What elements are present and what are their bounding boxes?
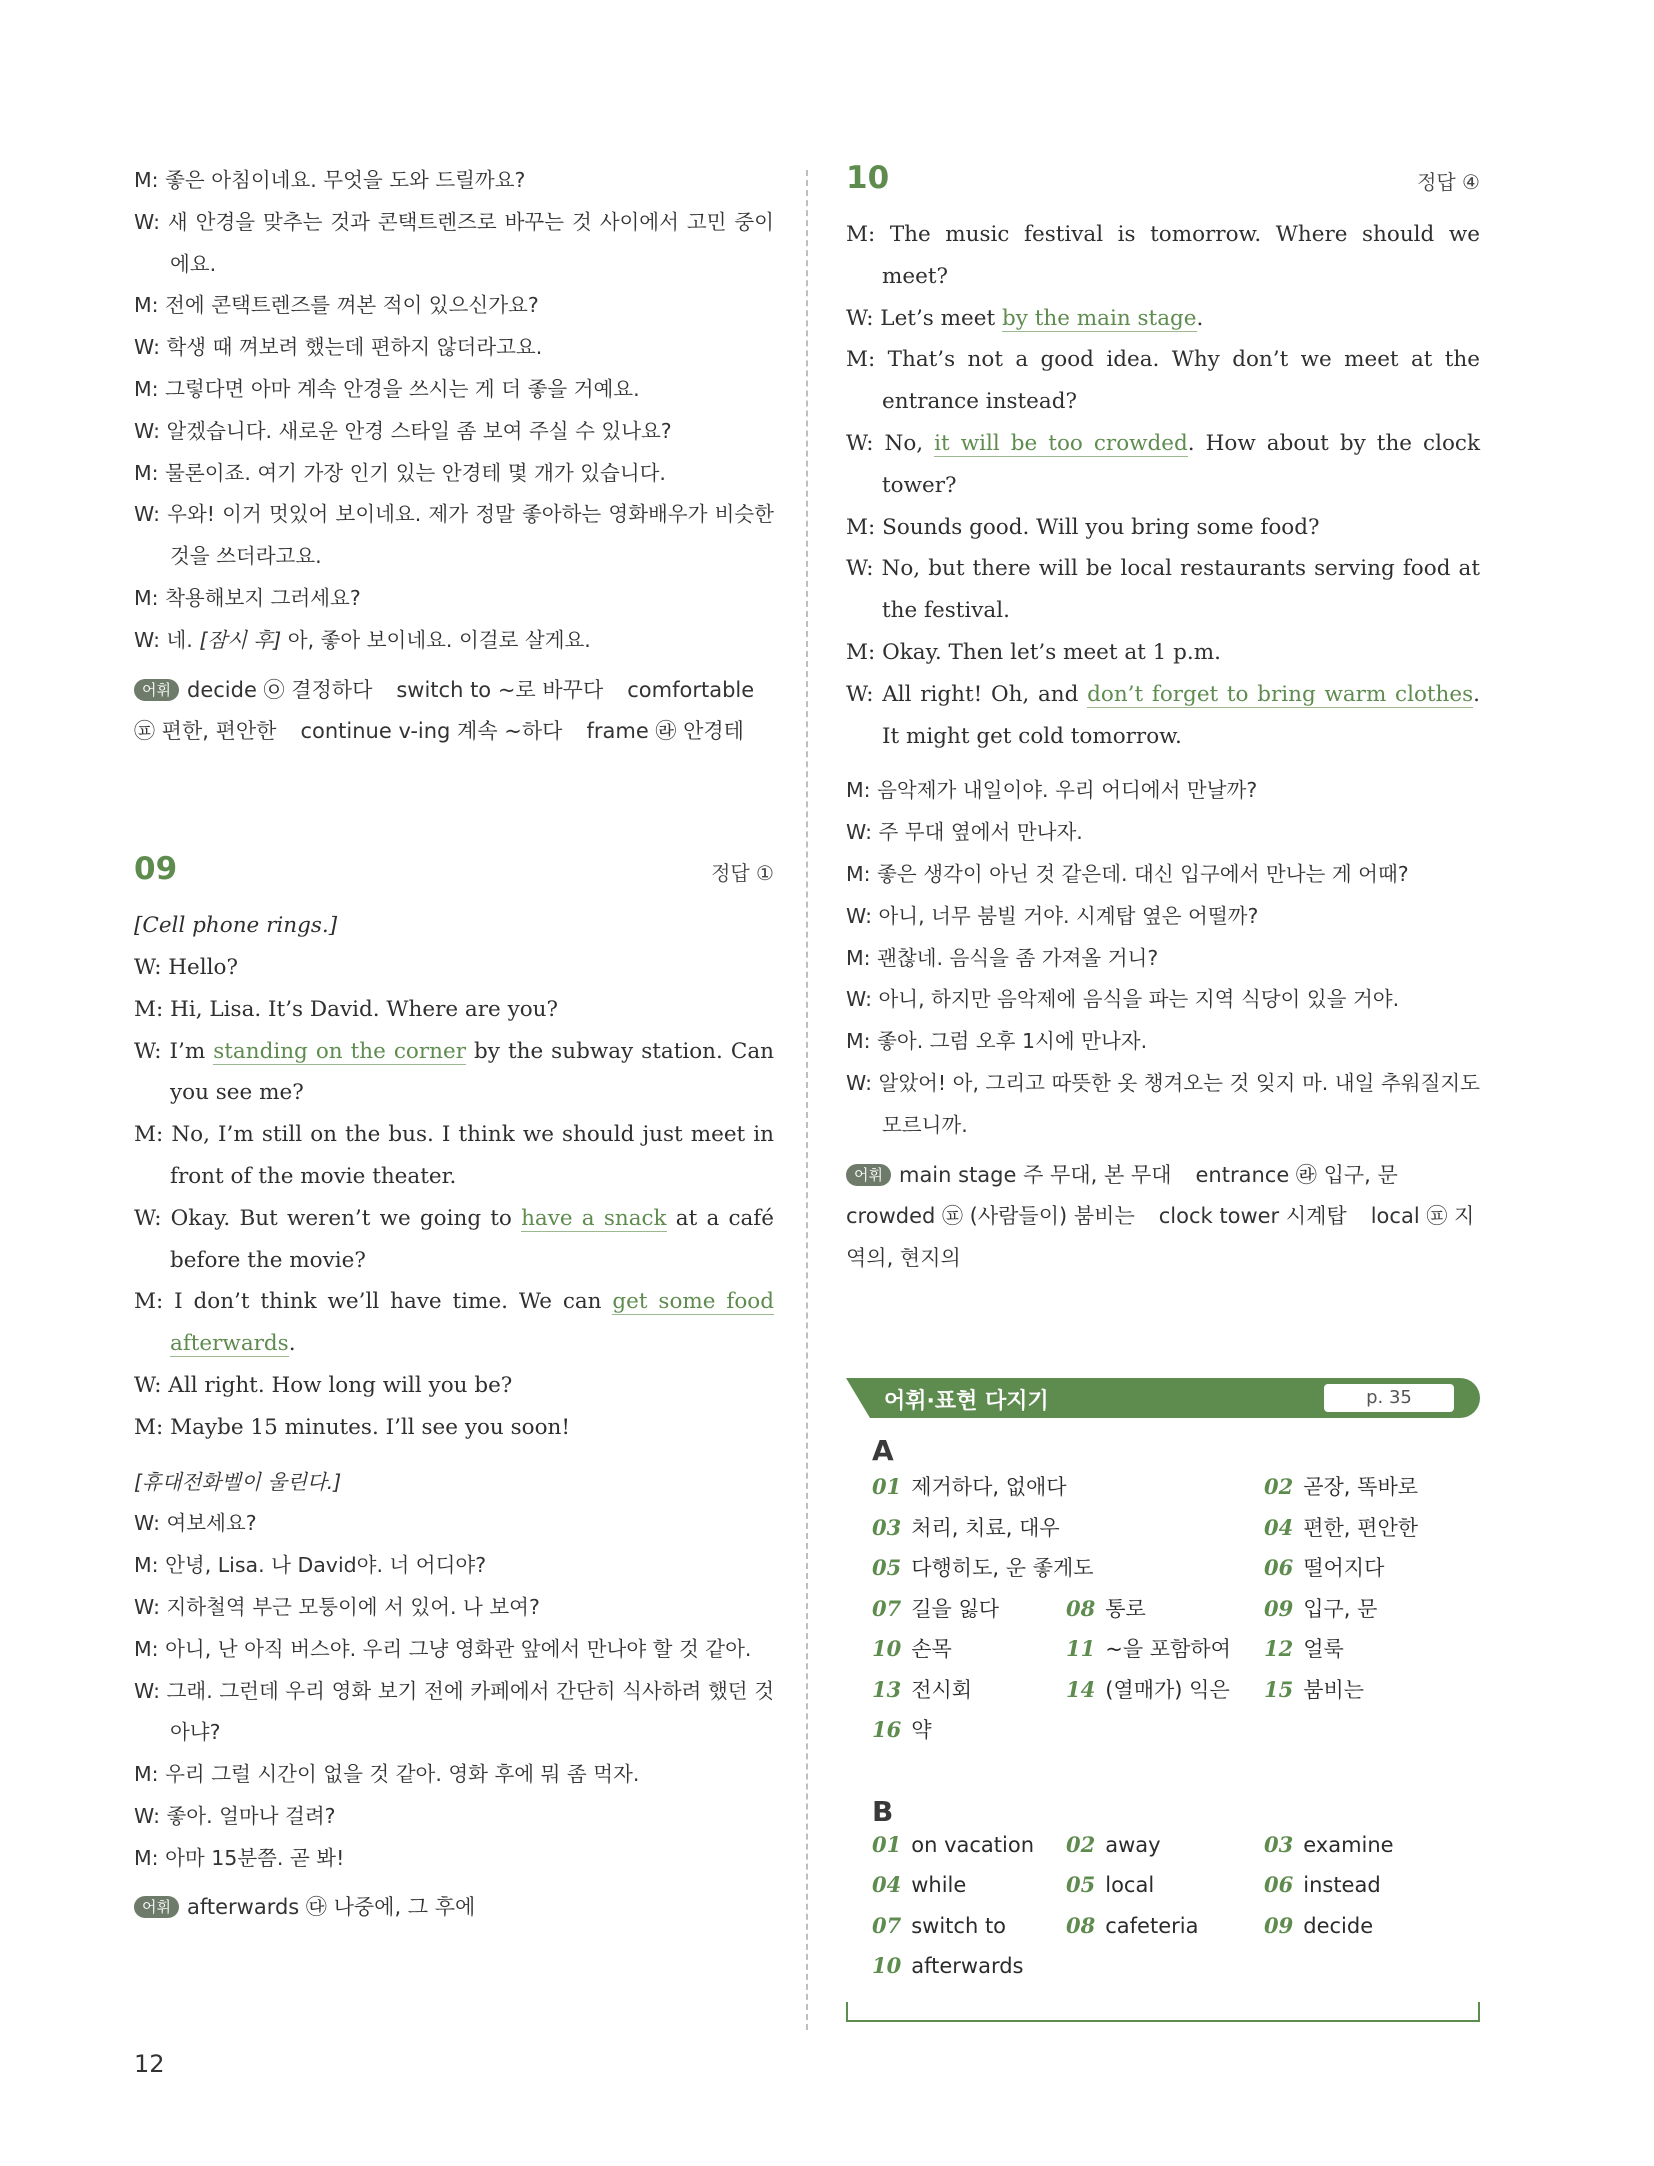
review-item-answer: 약: [911, 1718, 932, 1742]
dialogue-line: W: 아니, 너무 붐빌 거야. 시계탑 옆은 어떨까?: [846, 903, 1259, 928]
review-item-answer: examine: [1303, 1832, 1394, 1857]
q09-vocab: [134, 1887, 774, 1929]
dialogue-line: M: 안녕, Lisa. 나 David야. 너 어디야?: [134, 1553, 487, 1578]
review-grid: [872, 1832, 1480, 1994]
dialogue-line: W: 지하철역 부근 모퉁이에 서 있어. 나 보여?: [134, 1594, 540, 1619]
review-page-ref: p. 35: [1324, 1384, 1454, 1412]
dialogue-line: M: I don’t think we’ll have time. We can get some food afterwards.: [134, 1289, 774, 1357]
review-item: [1264, 1512, 1418, 1542]
review-item-number: 04: [872, 1872, 902, 1897]
review-item-number: 05: [1066, 1872, 1096, 1897]
review-bottom-bracket: [846, 2002, 1480, 2022]
review-section-letter: A: [872, 1434, 894, 1467]
review-item-number: 07: [872, 1595, 902, 1621]
review-item: [1066, 1832, 1161, 1857]
review-item: [1066, 1872, 1154, 1897]
dialogue-line: M: 좋은 아침이네요. 무엇을 도와 드릴까요?: [134, 168, 526, 192]
dialogue-line: W: 좋아. 얼마나 걸려?: [134, 1803, 336, 1828]
section-gap: [134, 1449, 774, 1462]
vocab-item: comfortable ㉬ 편한, 편안한: [134, 677, 755, 744]
review-item-answer: 떨어지다: [1303, 1556, 1385, 1580]
review-item-number: 06: [1264, 1555, 1294, 1580]
review-title: 어휘·표현 다지기: [884, 1389, 1049, 1414]
review-item-answer: decide: [1303, 1913, 1374, 1938]
review-item-answer: away: [1105, 1832, 1161, 1857]
review-item-answer: 제거하다, 없애다: [911, 1475, 1067, 1499]
review-row: [872, 1674, 1480, 1715]
review-item-answer: 길을 잃다: [911, 1596, 1000, 1621]
review-item-answer: 붐비는: [1303, 1677, 1365, 1702]
review-item-number: 06: [1264, 1872, 1294, 1897]
review-row: [872, 1832, 1480, 1873]
review-item-answer: while: [911, 1873, 967, 1897]
review-item-number: 02: [1264, 1474, 1294, 1499]
vocab-item: decide ㉧ 결정하다: [186, 677, 373, 702]
dialogue-line: W: 우와! 이거 멋있어 보이네요. 제가 정말 좋아하는 영화배우가 비슷한 것을 쓰더라고요.: [134, 502, 774, 569]
vocab-item: main stage 주 무대, 본 무대: [898, 1162, 1172, 1187]
review-item-answer: 편한, 편안한: [1303, 1515, 1419, 1540]
dialogue-line: M: No, I’m still on the bus. I think we should just meet in front of the movie theater.: [134, 1122, 774, 1189]
question-number: 10: [846, 160, 890, 196]
review-item: [872, 1714, 932, 1744]
review-item: [872, 1593, 999, 1623]
review-row: [872, 1872, 1480, 1913]
review-row: [872, 1512, 1480, 1553]
review-item: [1264, 1593, 1377, 1623]
review-item-number: 09: [1264, 1595, 1294, 1621]
review-row: [872, 1593, 1480, 1634]
review-item-answer: 곧장, 똑바로: [1303, 1475, 1419, 1499]
dialogue-line: M: Sounds good. Will you bring some food?: [846, 514, 1320, 540]
dialogue-line: W: 여보세요?: [134, 1511, 257, 1536]
dialogue-line: M: Okay. Then let’s meet at 1 p.m.: [846, 639, 1221, 665]
review-row: [872, 1633, 1480, 1674]
review-item: [872, 1872, 966, 1897]
review-row: [872, 1552, 1480, 1593]
review-item: [1264, 1832, 1394, 1857]
vocab-badge: 어휘: [134, 1896, 179, 1918]
dialogue-line: M: 우리 그럴 시간이 없을 것 같아. 영화 후에 뭐 좀 먹자.: [134, 1762, 640, 1787]
review-item: [872, 1953, 1024, 1978]
dialogue-line: M: 좋은 생각이 아닌 것 같은데. 대신 입구에서 만나는 게 어때?: [846, 861, 1409, 886]
dialogue-line: M: 착용해보지 그러세요?: [134, 585, 361, 610]
review-item-number: 08: [1066, 1912, 1096, 1938]
review-item-answer: 얼룩: [1303, 1637, 1344, 1661]
review-item: [872, 1552, 1094, 1582]
dialogue-line: W: Hello?: [134, 954, 239, 980]
review-item-number: 13: [872, 1676, 902, 1702]
dialogue-line: M: Hi, Lisa. It’s David. Where are you?: [134, 996, 559, 1022]
review-item-answer: local: [1105, 1873, 1155, 1897]
dialogue-line: M: 아마 15분쯤. 곧 봐!: [134, 1845, 345, 1870]
review-item-number: 16: [872, 1717, 902, 1742]
q10-dialogue: [846, 214, 1480, 1147]
review-item-number: 02: [1066, 1831, 1096, 1857]
dialogue-line: W: 알았어! 아, 그리고 따뜻한 옷 챙겨오는 것 잊지 마. 내일 추워질지도 모르니까.: [846, 1070, 1480, 1137]
review-header: [870, 1378, 1480, 1418]
vocab-item: entrance ㉱ 입구, 문: [1195, 1162, 1398, 1187]
q10-header: [846, 150, 1480, 206]
review-item-number: 08: [1066, 1595, 1096, 1621]
dialogue-line: W: I’m standing on the corner by the subway station. Can you see me?: [134, 1038, 774, 1106]
dialogue-line: W: 그래. 그런데 우리 영화 보기 전에 카페에서 간단히 식사하려 했던 것 아냐?: [134, 1678, 774, 1745]
review-item: [1264, 1552, 1384, 1582]
review-item-answer: switch to: [911, 1913, 1007, 1938]
review-item-answer: on vacation: [911, 1832, 1035, 1857]
q08-dialogue: [134, 160, 774, 662]
dialogue-line: W: 학생 때 껴보려 했는데 편하지 않더라고요.: [134, 335, 543, 360]
dialogue-line: W: 주 무대 옆에서 만나자.: [846, 820, 1083, 845]
review-item-number: 15: [1264, 1676, 1294, 1702]
review-item-answer: ~을 포함하여: [1105, 1637, 1231, 1661]
dialogue-line: M: That’s not a good idea. Why don’t we meet at the entrance instead?: [846, 347, 1480, 415]
answer-label: 정답 ④: [1417, 170, 1480, 194]
review-item: [1264, 1674, 1364, 1704]
vocab-item: continue v-ing 계속 ~하다: [300, 719, 563, 744]
review-item: [1066, 1913, 1198, 1938]
review-item: [872, 1512, 1060, 1542]
review-item-answer: cafeteria: [1105, 1913, 1199, 1938]
dialogue-line: W: 네. [잠시 후] 아, 좋아 보이네요. 이걸로 살게요.: [134, 627, 591, 652]
q09-dialogue: [134, 905, 774, 1879]
vocab-item: switch to ~로 바꾸다: [396, 677, 604, 702]
right-column: [846, 150, 1480, 1280]
review-item: [1264, 1633, 1344, 1663]
review-sections: [846, 1434, 1480, 1994]
review-item-answer: 전시회: [911, 1677, 973, 1702]
dialogue-line: M: 좋아. 그럼 오후 1시에 만나자.: [846, 1029, 1148, 1054]
page-number: 12: [134, 2050, 165, 2078]
review-row: [872, 1471, 1480, 1512]
vocab-review-box: [846, 1378, 1480, 2022]
review-section-letter: B: [872, 1794, 894, 1828]
review-item-answer: 처리, 치료, 대우: [911, 1515, 1060, 1540]
vocab-badge: 어휘: [846, 1164, 891, 1186]
dialogue-line: M: Maybe 15 minutes. I’ll see you soon!: [134, 1414, 571, 1440]
vocab-item: afterwards ㉰ 나중에, 그 후에: [186, 1895, 476, 1920]
review-item: [1066, 1593, 1146, 1623]
review-item-number: 07: [872, 1912, 902, 1938]
dialogue-line: W: No, but there will be local restaurants serving food at the festival.: [846, 556, 1480, 624]
review-item-number: 14: [1066, 1676, 1096, 1702]
left-column: [134, 160, 774, 1929]
review-row: [872, 1714, 1480, 1755]
review-item-number: 12: [1264, 1636, 1294, 1661]
review-item-number: 10: [872, 1636, 902, 1661]
dialogue-line: M: 음악제가 내일이야. 우리 어디에서 만날까?: [846, 778, 1258, 803]
dialogue-line: W: 아니, 하지만 음악제에 음식을 파는 지역 식당이 있을 거야.: [846, 987, 1400, 1012]
review-item: [872, 1471, 1067, 1501]
section-gap: [846, 1755, 1480, 1779]
vocab-item: crowded ㉬ (사람들이) 붐비는: [846, 1204, 1135, 1229]
dialogue-line: M: 그렇다면 아마 계속 안경을 쓰시는 게 더 좋을 거예요.: [134, 376, 640, 401]
review-grid: [872, 1471, 1480, 1755]
dialogue-line: W: No, it will be too crowded. How about by the clock tower?: [846, 430, 1480, 498]
dialogue-line: M: The music festival is tomorrow. Where should we meet?: [846, 222, 1480, 289]
dialogue-line: W: Let’s meet by the main stage.: [846, 305, 1204, 331]
review-item: [1066, 1633, 1231, 1663]
question-number: 09: [134, 851, 178, 888]
review-item-number: 10: [872, 1953, 902, 1978]
review-item-number: 01: [872, 1831, 902, 1857]
review-item: [1264, 1872, 1381, 1897]
dialogue-line: W: All right! Oh, and don’t forget to bring warm clothes. It might get cold tomorrow.: [846, 681, 1480, 749]
review-row: [872, 1913, 1480, 1954]
dialogue-line: W: 알겠습니다. 새로운 안경 스타일 좀 보여 주실 수 있나요?: [134, 418, 672, 443]
review-item-number: 04: [1264, 1514, 1294, 1540]
dialogue-line: W: All right. How long will you be?: [134, 1372, 513, 1398]
review-item-number: 05: [872, 1555, 902, 1580]
review-item: [1264, 1913, 1373, 1938]
dialogue-line: [휴대전화벨이 울린다.]: [134, 1469, 342, 1494]
review-item: [872, 1674, 972, 1704]
review-item-answer: 손목: [911, 1637, 952, 1661]
column-divider: [806, 170, 808, 2030]
review-item-answer: 통로: [1105, 1596, 1146, 1621]
review-item: [872, 1832, 1034, 1857]
dialogue-line: M: 아니, 난 아직 버스야. 우리 그냥 영화관 앞에서 만나야 할 것 같아.: [134, 1636, 752, 1661]
q09-header: [134, 841, 774, 897]
dialogue-line: M: 물론이죠. 여기 가장 인기 있는 안경테 몇 개가 있습니다.: [134, 460, 666, 485]
review-item-number: 01: [872, 1474, 902, 1499]
q08-vocab: [134, 670, 774, 754]
review-item-answer: 다행히도, 운 좋게도: [911, 1556, 1094, 1580]
review-item-answer: 입구, 문: [1303, 1596, 1378, 1621]
q10-vocab: [846, 1155, 1480, 1280]
review-item-answer: afterwards: [911, 1954, 1024, 1978]
review-item: [1066, 1674, 1230, 1704]
dialogue-line: M: 괜찮네. 음식을 좀 가져올 거니?: [846, 945, 1159, 970]
review-item: [1264, 1471, 1418, 1501]
review-row: [872, 1953, 1480, 1994]
review-item-number: 03: [1264, 1831, 1294, 1857]
dialogue-line: [Cell phone rings.]: [134, 913, 338, 939]
section-gap: [846, 757, 1480, 770]
dialogue-line: W: Okay. But weren’t we going to have a snack at a café before the movie?: [134, 1205, 774, 1273]
dialogue-line: M: 전에 콘택트렌즈를 껴본 적이 있으신가요?: [134, 293, 539, 318]
review-item-number: 03: [872, 1514, 902, 1540]
review-item-answer: (열매가) 익은: [1105, 1677, 1230, 1702]
vocab-item: clock tower 시계탑: [1158, 1204, 1347, 1229]
review-item-number: 11: [1066, 1636, 1096, 1661]
dialogue-line: W: 새 안경을 맞추는 것과 콘택트렌즈로 바꾸는 것 사이에서 고민 중이에요.: [134, 209, 774, 276]
vocab-item: frame ㉱ 안경테: [586, 719, 744, 744]
review-item: [872, 1633, 952, 1663]
answer-label: 정답 ①: [711, 861, 774, 886]
review-item-answer: instead: [1303, 1873, 1381, 1897]
vocab-item: local ㉬ 지역의, 현지의: [846, 1204, 1475, 1271]
review-item: [872, 1913, 1006, 1938]
review-item-number: 09: [1264, 1912, 1294, 1938]
vocab-badge: 어휘: [134, 679, 179, 701]
